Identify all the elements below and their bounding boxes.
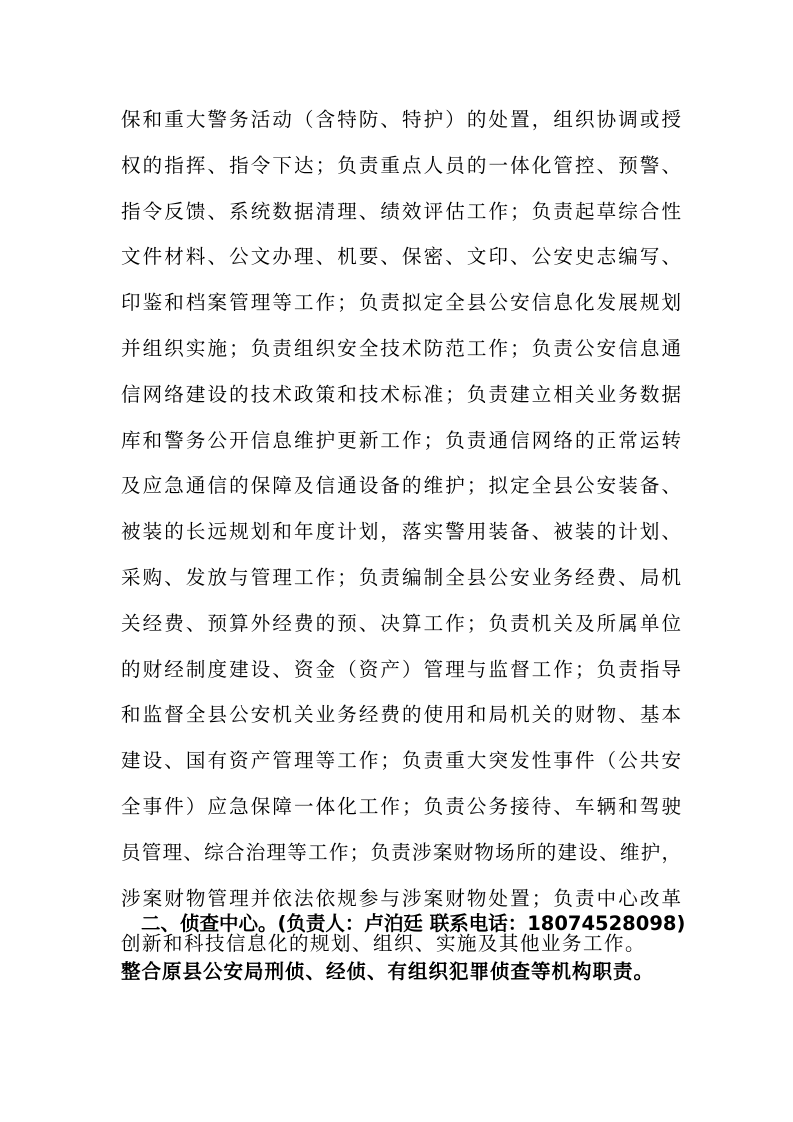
paragraph-line: 及应急通信的保障及信通设备的维护；拟定全县公安装备、	[121, 474, 681, 498]
paragraph-line: 创新和科技信息化的规划、组织、实施及其他业务工作。	[121, 932, 647, 956]
paragraph-line: 保和重大警务活动（含特防、特护）的处置，组织协调或授	[121, 108, 681, 131]
paragraph-line: 员管理、综合治理等工作；负责涉案财物场所的建设、维护，	[121, 840, 681, 864]
paragraph-line: 建设、国有资产管理等工作；负责重大突发性事件（公共安	[121, 749, 681, 773]
paragraph-line: 的财经制度建设、资金（资产）管理与监督工作；负责指导	[121, 657, 681, 681]
paragraph-line: 权的指挥、指令下达；负责重点人员的一体化管控、预警、	[121, 153, 681, 177]
section-body: 整合原县公安局刑侦、经侦、有组织犯罪侦查等机构职责。	[121, 960, 655, 983]
paragraph-line: 印鉴和档案管理等工作；负责拟定全县公安信息化发展规划	[121, 291, 681, 315]
body-paragraph	[121, 97, 686, 967]
paragraph-line: 并组织实施；负责组织安全技术防范工作；负责公安信息通	[121, 336, 681, 360]
paragraph-line: 涉案财物管理并依法依规参与涉案财物处置；负责中心改革	[121, 886, 681, 910]
paragraph-line: 被装的长远规划和年度计划，落实警用装备、被装的计划、	[121, 520, 681, 544]
paragraph-line: 关经费、预算外经费的预、决算工作；负责机关及所属单位	[121, 611, 681, 635]
section-investigation-center	[121, 900, 686, 996]
paragraph-line: 信网络建设的技术政策和技术标准；负责建立相关业务数据	[121, 382, 681, 406]
section-heading: 二、侦查中心。(负责人：卢泊廷 联系电话：18074528098)	[141, 912, 686, 935]
paragraph-line: 指令反馈、系统数据清理、绩效评估工作；负责起草综合性	[121, 199, 681, 223]
paragraph-line: 采购、发放与管理工作；负责编制全县公安业务经费、局机	[121, 565, 681, 589]
paragraph-line: 文件材料、公文办理、机要、保密、文印、公安史志编写、	[121, 245, 681, 269]
paragraph-line: 和监督全县公安机关业务经费的使用和局机关的财物、基本	[121, 703, 681, 727]
paragraph-line: 库和警务公开信息维护更新工作；负责通信网络的正常运转	[121, 428, 681, 452]
paragraph-line: 全事件）应急保障一体化工作；负责公务接待、车辆和驾驶	[121, 794, 681, 818]
